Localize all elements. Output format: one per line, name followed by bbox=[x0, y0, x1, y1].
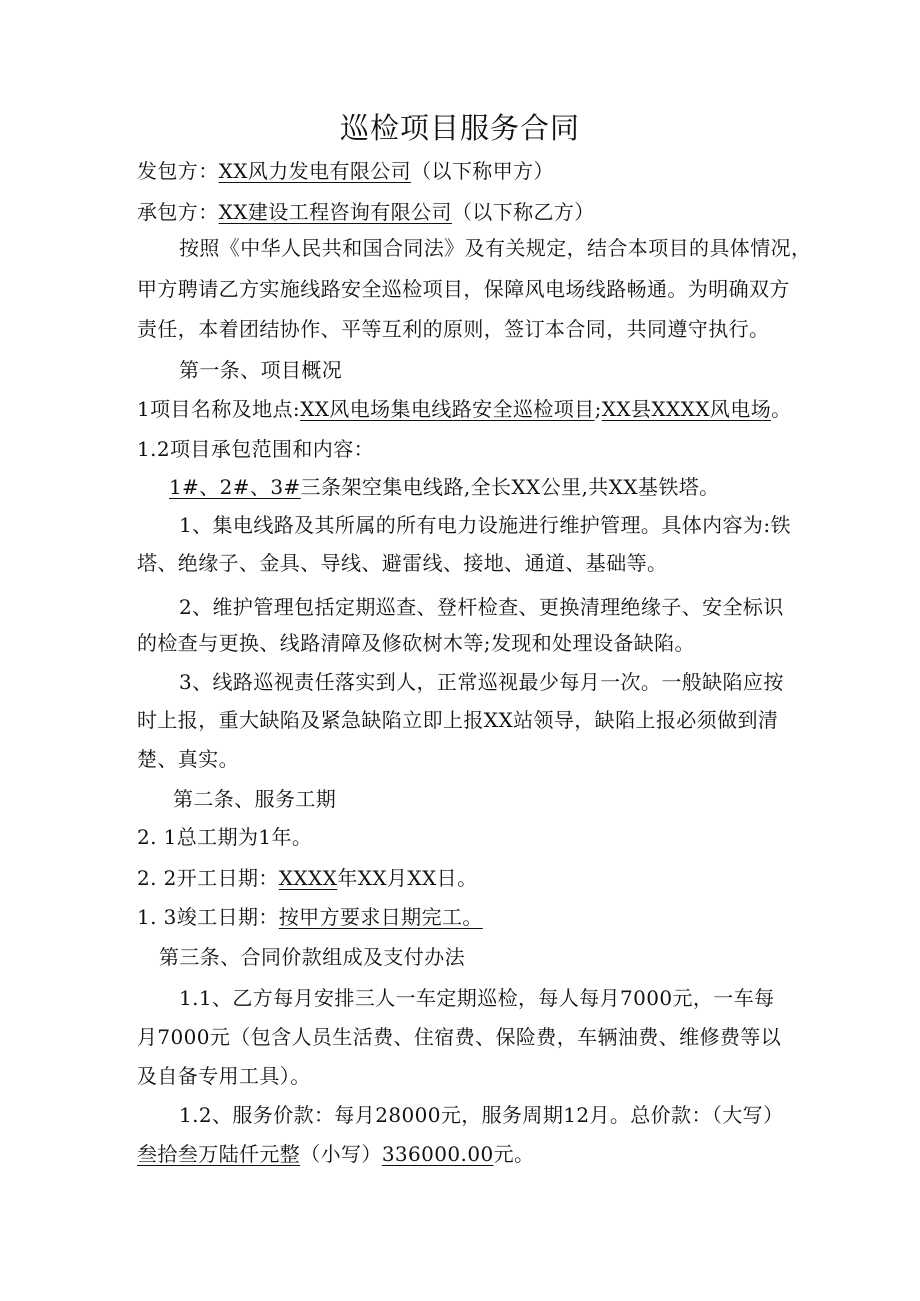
end-date-value: 按甲方要求日期完工。 bbox=[278, 905, 483, 929]
article-2-heading: 第二条、服务工期 bbox=[173, 787, 337, 811]
lines-description bbox=[169, 472, 720, 502]
party-b-line bbox=[137, 197, 595, 227]
party-a-suffix: （以下称甲方） bbox=[411, 159, 554, 183]
currency-end: 元。 bbox=[493, 1142, 535, 1166]
article-2-item-1: 2. 1总工期为1年。 bbox=[137, 825, 313, 849]
article-1-item-1-2: 1.2项目承包范围和内容： bbox=[137, 437, 375, 461]
payment-1-line-3: 及自备专用工具）。 bbox=[137, 1064, 311, 1088]
item-1-prefix: 1项目名称及地点: bbox=[137, 397, 301, 421]
intro-line-1: 按照《中华人民共和国合同法》及有关规定，结合本项目的具体情况， bbox=[179, 236, 812, 260]
lines-detail: 三条架空集电线路,全长XX公里,共XX基铁塔。 bbox=[300, 475, 720, 499]
scope-1-line-2: 塔、绝缘子、金具、导线、避雷线、接地、通道、基础等。 bbox=[137, 551, 668, 575]
party-b-label: 承包方： bbox=[137, 200, 219, 224]
payment-1-line-1: 1.1、乙方每月安排三人一车定期巡检，每人每月7000元，一车每 bbox=[179, 986, 775, 1010]
intro-line-3: 责任，本着团结协作、平等互利的原则，签订本合同，共同遵守执行。 bbox=[137, 317, 770, 341]
total-price-lower: 336000.00 bbox=[381, 1142, 494, 1166]
project-name: XX风电场集电线路安全巡检项目 bbox=[300, 397, 595, 421]
party-a-line bbox=[137, 156, 554, 186]
intro-line-2: 甲方聘请乙方实施线路安全巡检项目，保障风电场线路畅通。为明确双方 bbox=[137, 277, 790, 301]
party-b-name: XX建设工程咨询有限公司 bbox=[218, 200, 452, 224]
article-1-item-1 bbox=[137, 394, 792, 424]
item-1-end: 。 bbox=[771, 397, 792, 421]
payment-1-line-2: 月7000元（包含人员生活费、住宿费、保险费，车辆油费、维修费等以 bbox=[137, 1025, 782, 1049]
project-location: XX县XXXX风电场 bbox=[601, 397, 772, 421]
start-year: XXXX bbox=[278, 866, 338, 890]
article-2-item-3 bbox=[137, 902, 483, 932]
party-b-suffix: （以下称乙方） bbox=[451, 200, 595, 224]
start-date-rest: 年XX月XX日。 bbox=[337, 866, 478, 890]
start-date-label: 2. 2开工日期： bbox=[137, 866, 279, 890]
party-a-name: XX风力发电有限公司 bbox=[218, 159, 412, 183]
scope-1-line-1: 1、集电线路及其所属的所有电力设施进行维护管理。具体内容为:铁 bbox=[179, 513, 791, 537]
scope-3-line-2: 时上报，重大缺陷及紧急缺陷立即上报XX站领导，缺陷上报必须做到清 bbox=[137, 708, 779, 732]
document-title: 巡检项目服务合同 bbox=[339, 111, 580, 145]
total-price-upper: 叁拾叁万陆仟元整 bbox=[137, 1142, 301, 1166]
line-numbers: 1#、2#、3# bbox=[169, 475, 301, 499]
party-a-label: 发包方： bbox=[137, 159, 219, 183]
end-date-label: 1. 3竣工日期： bbox=[137, 905, 279, 929]
scope-3-line-1: 3、线路巡视责任落实到人，正常巡视最少每月一次。一般缺陷应按 bbox=[179, 670, 784, 694]
article-3-heading: 第三条、合同价款组成及支付办法 bbox=[159, 945, 465, 969]
scope-2-line-1: 2、维护管理包括定期巡查、登杆检查、更换清理绝缘子、安全标识 bbox=[179, 595, 784, 619]
lowercase-label: （小写） bbox=[300, 1142, 382, 1166]
payment-2-line-1: 1.2、服务价款：每月28000元，服务周期12月。总价款：（大写） bbox=[179, 1103, 784, 1127]
article-1-heading: 第一条、项目概况 bbox=[179, 358, 343, 382]
scope-2-line-2: 的检查与更换、线路清障及修砍树木等;发现和处理设备缺陷。 bbox=[137, 631, 695, 655]
item-1-separator: ; bbox=[594, 397, 602, 421]
payment-2-line-2 bbox=[137, 1139, 534, 1169]
scope-3-line-3: 楚、真实。 bbox=[137, 747, 239, 771]
article-2-item-2 bbox=[137, 863, 477, 893]
